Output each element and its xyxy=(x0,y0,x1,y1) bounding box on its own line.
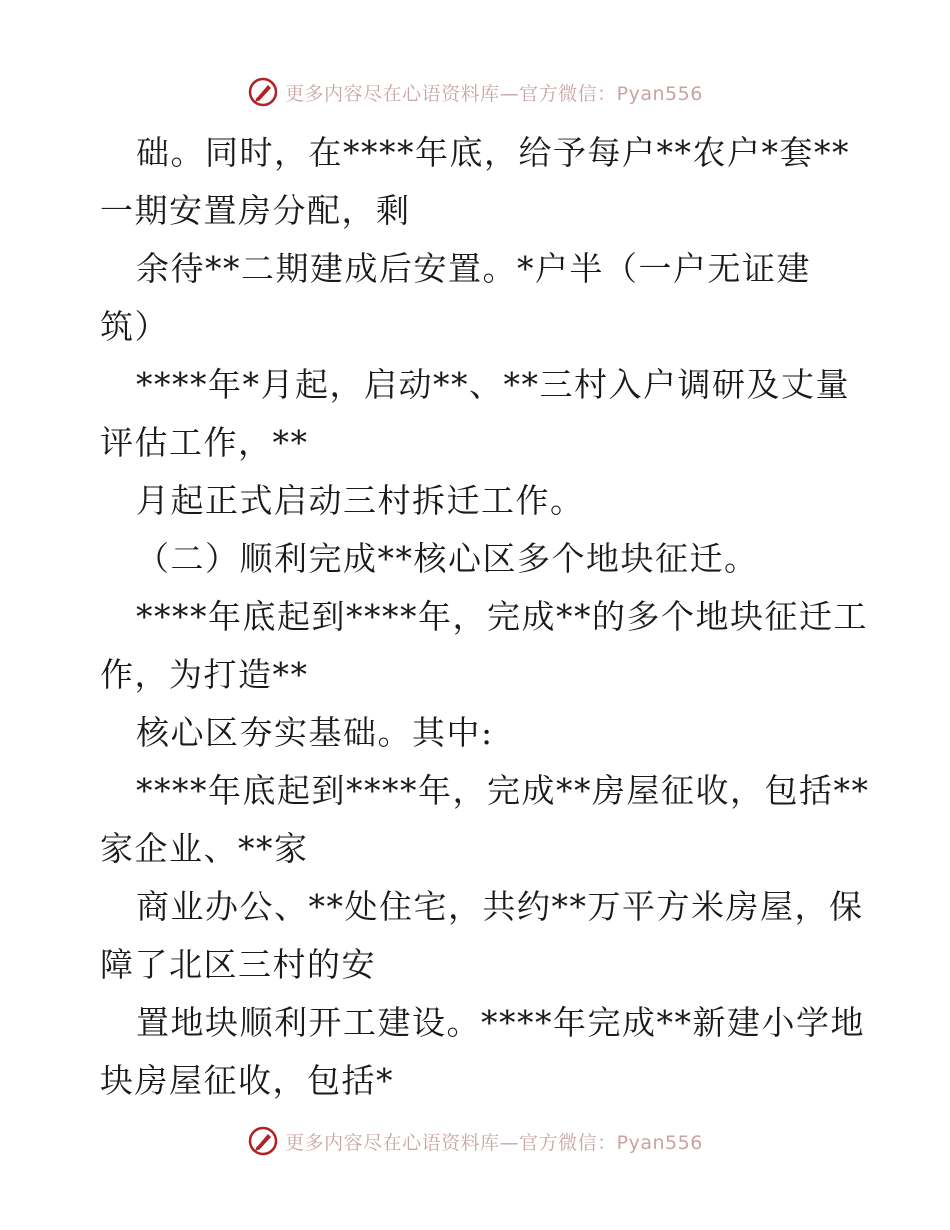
text-line: 评估工作，** xyxy=(100,423,309,462)
pen-logo-icon xyxy=(247,1125,279,1157)
text-line: 月起正式启动三村拆迁工作。 xyxy=(136,481,585,520)
document-body xyxy=(100,124,870,1110)
text-line: 置地块顺利开工建设。****年完成**新建小学地 xyxy=(136,1003,865,1042)
text-line: ****年*月起，启动**、**三村入户调研及丈量 xyxy=(136,365,850,404)
text-line: ****年底起到****年，完成**房屋征收，包括** xyxy=(136,771,870,810)
text-line: ****年底起到****年，完成**的多个地块征迁工 xyxy=(136,597,868,636)
watermark-text: 更多内容尽在心语资料库—官方微信：Pyan556 xyxy=(285,82,703,105)
text-line: 障了北区三村的安 xyxy=(100,945,376,984)
text-line: 础。同时，在****年底，给予每户**农户*套** xyxy=(136,133,850,172)
watermark-text: 更多内容尽在心语资料库—官方微信：Pyan556 xyxy=(285,1131,703,1154)
text-line: 家企业、**家 xyxy=(100,829,309,868)
text-line: 一期安置房分配，剩 xyxy=(100,191,411,230)
text-line: 余待**二期建成后安置。*户半（一户无证建 xyxy=(136,249,811,288)
footer-watermark xyxy=(0,1121,950,1161)
text-line: 商业办公、**处住宅，共约**万平方米房屋，保 xyxy=(136,887,864,926)
pen-logo-icon xyxy=(247,76,279,108)
text-line: （二）顺利完成**核心区多个地块征迁。 xyxy=(136,539,759,578)
text-line: 作，为打造** xyxy=(100,655,309,694)
text-line: 筑） xyxy=(100,307,169,346)
header-watermark xyxy=(0,72,950,112)
text-line: 块房屋征收，包括* xyxy=(100,1061,394,1100)
text-line: 核心区夯实基础。其中: xyxy=(136,713,494,752)
